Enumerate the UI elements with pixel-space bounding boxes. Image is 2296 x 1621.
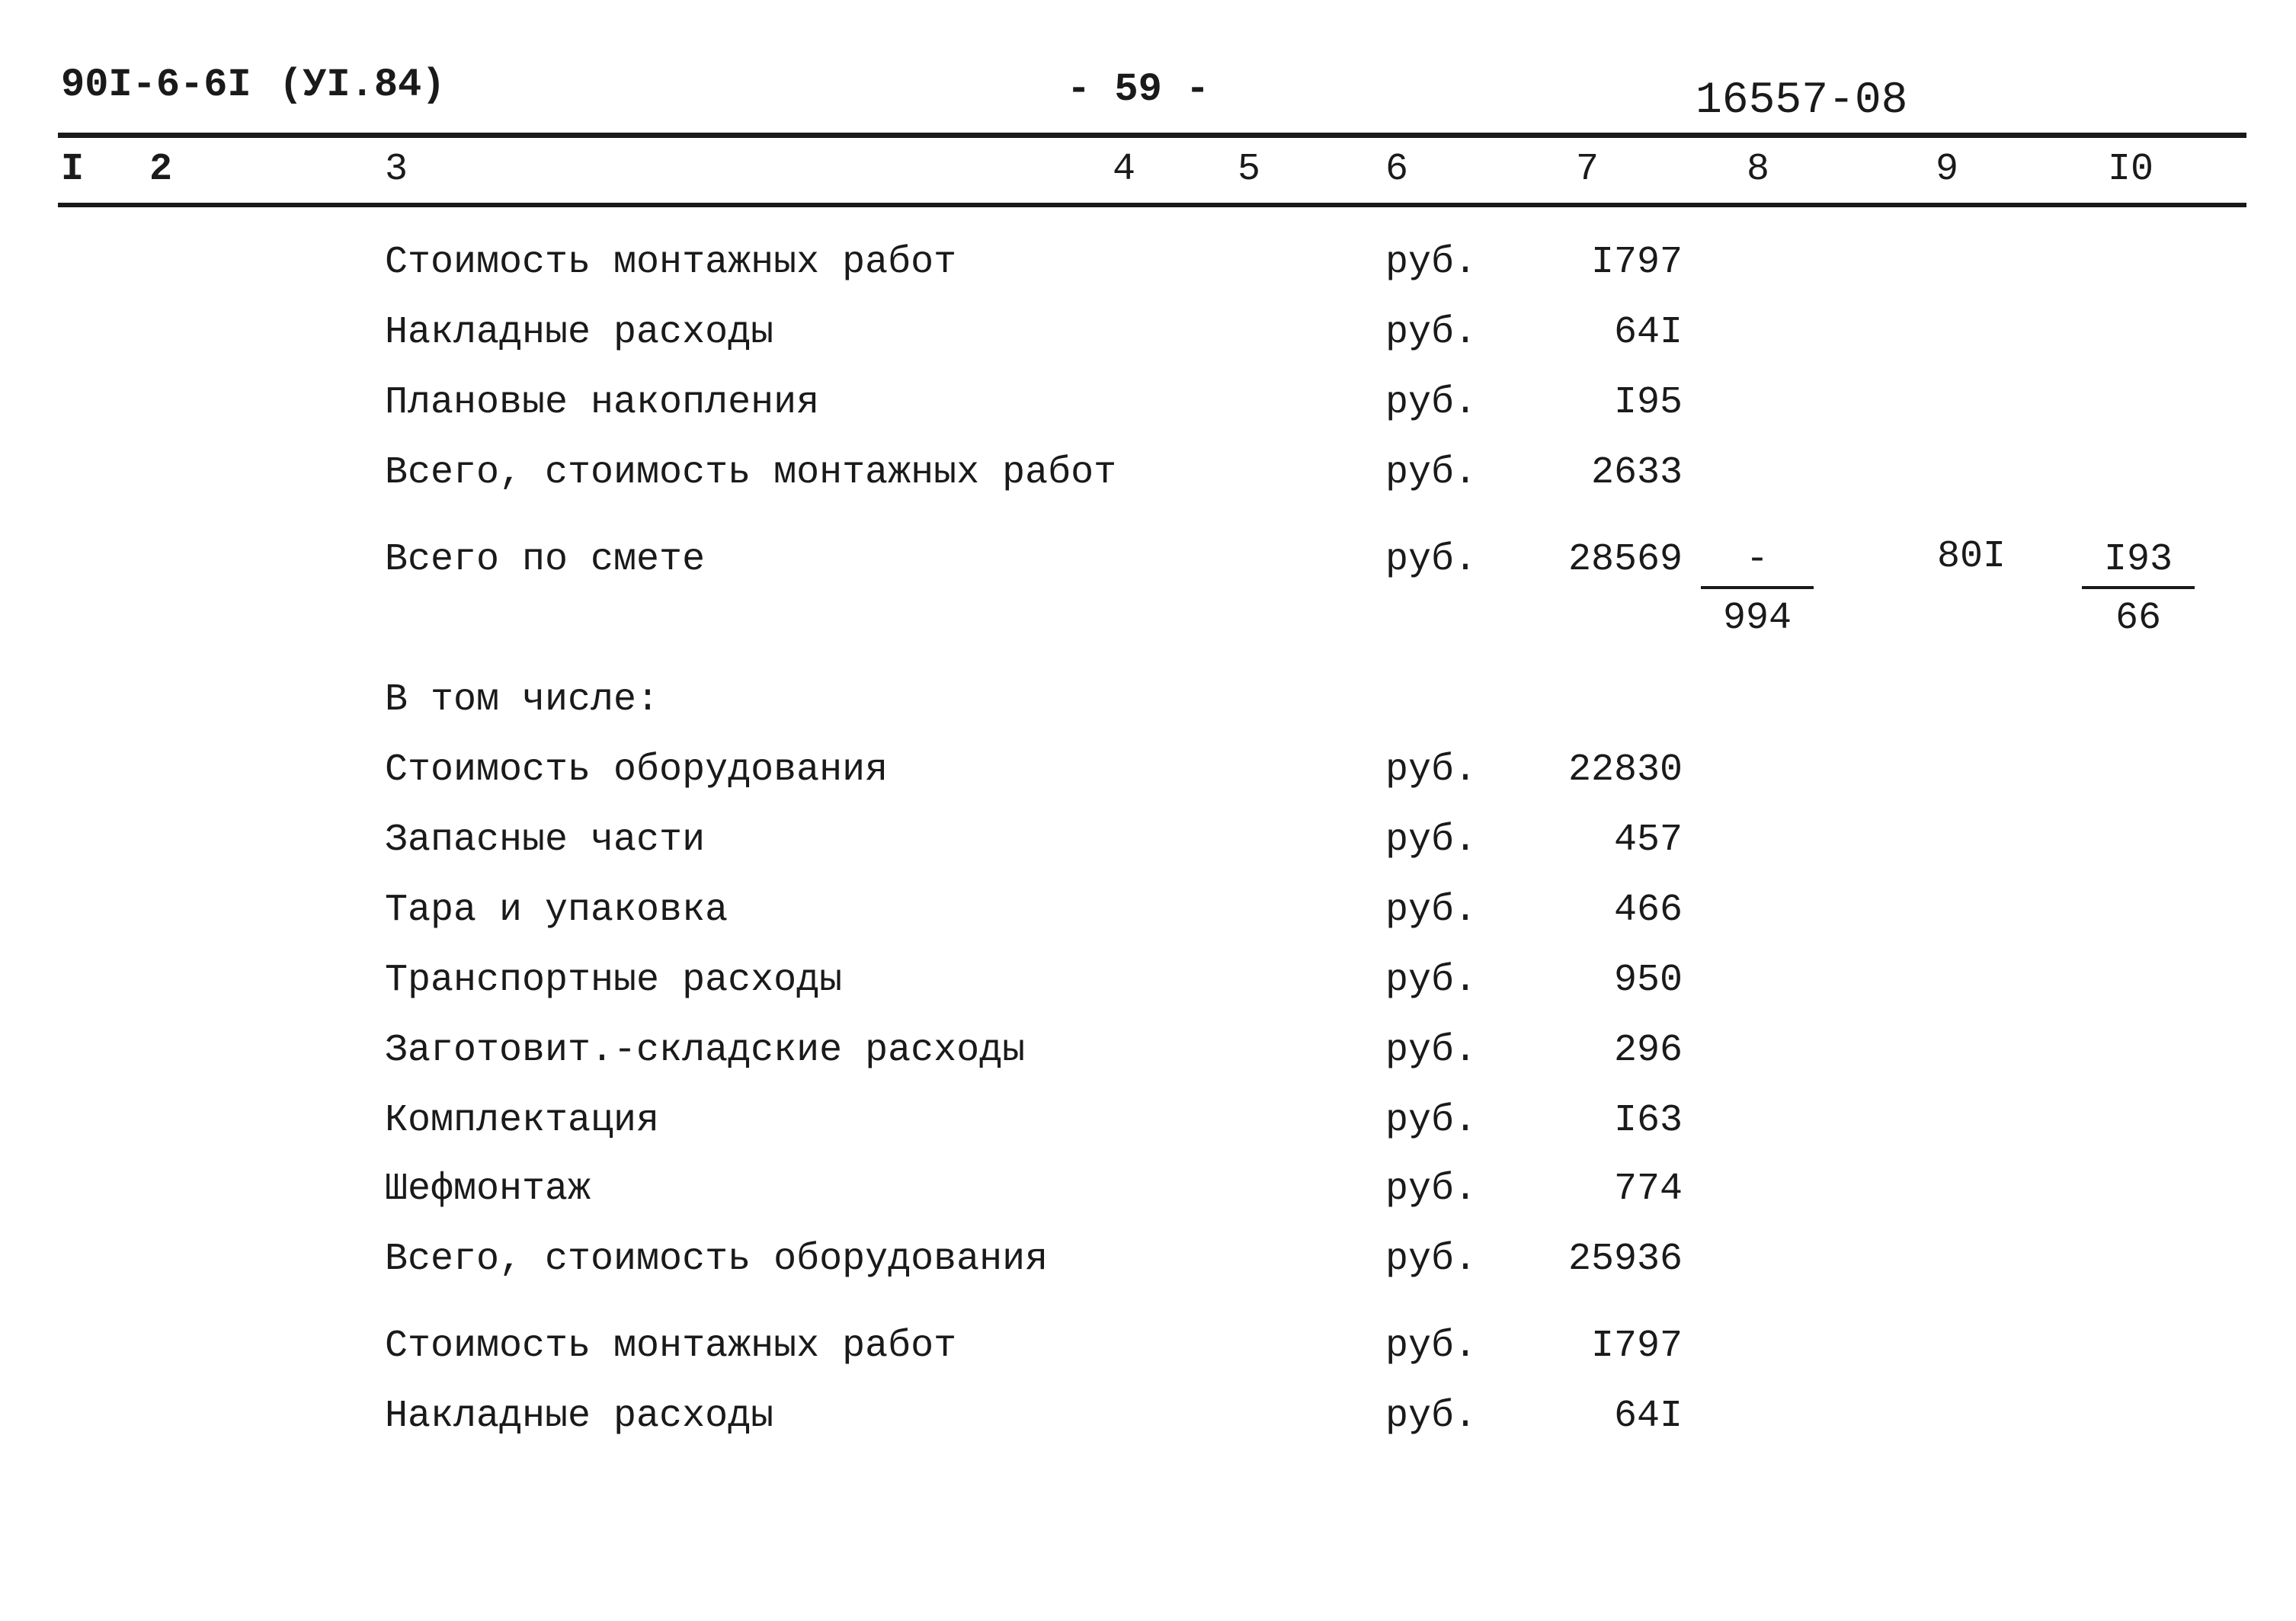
row-value: 774 xyxy=(1613,1168,1683,1211)
row-value: 457 xyxy=(1613,819,1683,862)
table-row xyxy=(0,451,2296,497)
row-unit: руб. xyxy=(1385,1395,1478,1438)
section-heading: В том числе: xyxy=(385,678,660,722)
column-number-8: 8 xyxy=(1747,148,1770,191)
row-label: Запасные части xyxy=(385,819,706,862)
table-row xyxy=(0,819,2296,864)
column-number-9: 9 xyxy=(1936,148,1959,191)
row-unit: руб. xyxy=(1385,538,1478,581)
row-label: Стоимость оборудования xyxy=(385,748,889,792)
row-unit: руб. xyxy=(1385,889,1478,932)
row-label: Транспортные расходы xyxy=(385,959,843,1002)
column-8-numerator: - xyxy=(1701,538,1814,589)
row-value: I797 xyxy=(1590,241,1683,284)
table-row-section-heading xyxy=(0,678,2296,724)
row-value: 296 xyxy=(1613,1029,1683,1072)
column-number-7: 7 xyxy=(1576,148,1600,191)
row-label: Шефмонтаж xyxy=(385,1168,591,1211)
row-label: Плановые накопления xyxy=(385,381,820,424)
table-row xyxy=(0,748,2296,794)
row-label: Всего, стоимость монтажных работ xyxy=(385,451,1117,495)
column-number-2: 2 xyxy=(149,148,173,191)
column-number-3: 3 xyxy=(385,148,408,191)
column-8-fraction xyxy=(1701,538,1814,640)
row-label: Накладные расходы xyxy=(385,1395,774,1438)
document-code: 90I-6-6I xyxy=(61,62,251,107)
row-unit: руб. xyxy=(1385,311,1478,354)
row-label: Всего по смете xyxy=(385,538,706,581)
row-unit: руб. xyxy=(1385,241,1478,284)
table-row xyxy=(0,1238,2296,1283)
row-value: 64I xyxy=(1613,311,1683,354)
column-number-10: I0 xyxy=(2108,148,2154,191)
table-row xyxy=(0,1029,2296,1075)
row-label: Накладные расходы xyxy=(385,311,774,354)
column-8-denominator: 994 xyxy=(1722,597,1792,640)
row-unit: руб. xyxy=(1385,381,1478,424)
table-row xyxy=(0,1168,2296,1213)
row-unit: руб. xyxy=(1385,1029,1478,1072)
document-date: (УI.84) xyxy=(279,62,446,107)
row-unit: руб. xyxy=(1385,959,1478,1002)
table-row xyxy=(0,1325,2296,1370)
header-top-rule xyxy=(58,133,2246,138)
row-label: Всего, стоимость оборудования xyxy=(385,1238,1049,1281)
registry-number: 16557-08 xyxy=(1696,76,1908,126)
row-value: I797 xyxy=(1590,1325,1683,1368)
column-10-numerator: I93 xyxy=(2082,538,2195,589)
table-row xyxy=(0,959,2296,1004)
column-number-6: 6 xyxy=(1385,148,1409,191)
row-label: Стоимость монтажных работ xyxy=(385,1325,957,1368)
row-unit: руб. xyxy=(1385,1168,1478,1211)
row-unit: руб. xyxy=(1385,1099,1478,1142)
column-number-5: 5 xyxy=(1238,148,1261,191)
row-value: I95 xyxy=(1613,381,1683,424)
row-value: 950 xyxy=(1613,959,1683,1002)
row-label: Комплектация xyxy=(385,1099,660,1142)
row-value: 466 xyxy=(1613,889,1683,932)
column-10-fraction xyxy=(2082,538,2195,640)
row-value: 2633 xyxy=(1590,451,1683,495)
row-unit: руб. xyxy=(1385,1238,1478,1281)
table-row xyxy=(0,381,2296,427)
page-number: - 59 - xyxy=(1067,67,1210,112)
row-value: 25936 xyxy=(1567,1238,1683,1281)
column-number-1: I xyxy=(61,148,85,191)
table-row xyxy=(0,889,2296,934)
row-label: Стоимость монтажных работ xyxy=(385,241,957,284)
column-9-value: 80I xyxy=(1937,535,2006,578)
table-row xyxy=(0,311,2296,357)
column-10-denominator: 66 xyxy=(2115,597,2161,640)
row-unit: руб. xyxy=(1385,1325,1478,1368)
header-bottom-rule xyxy=(58,203,2246,207)
row-unit: руб. xyxy=(1385,819,1478,862)
table-row xyxy=(0,1099,2296,1145)
row-value: 28569 xyxy=(1567,538,1683,581)
row-label: Заготовит.-складские расходы xyxy=(385,1029,1026,1072)
row-unit: руб. xyxy=(1385,748,1478,792)
table-row xyxy=(0,1395,2296,1440)
row-value: 22830 xyxy=(1567,748,1683,792)
row-label: Тара и упаковка xyxy=(385,889,729,932)
row-value: I63 xyxy=(1613,1099,1683,1142)
table-row-estimate-total xyxy=(0,535,2296,645)
row-unit: руб. xyxy=(1385,451,1478,495)
column-number-4: 4 xyxy=(1113,148,1136,191)
table-row xyxy=(0,241,2296,287)
row-value: 64I xyxy=(1613,1395,1683,1438)
